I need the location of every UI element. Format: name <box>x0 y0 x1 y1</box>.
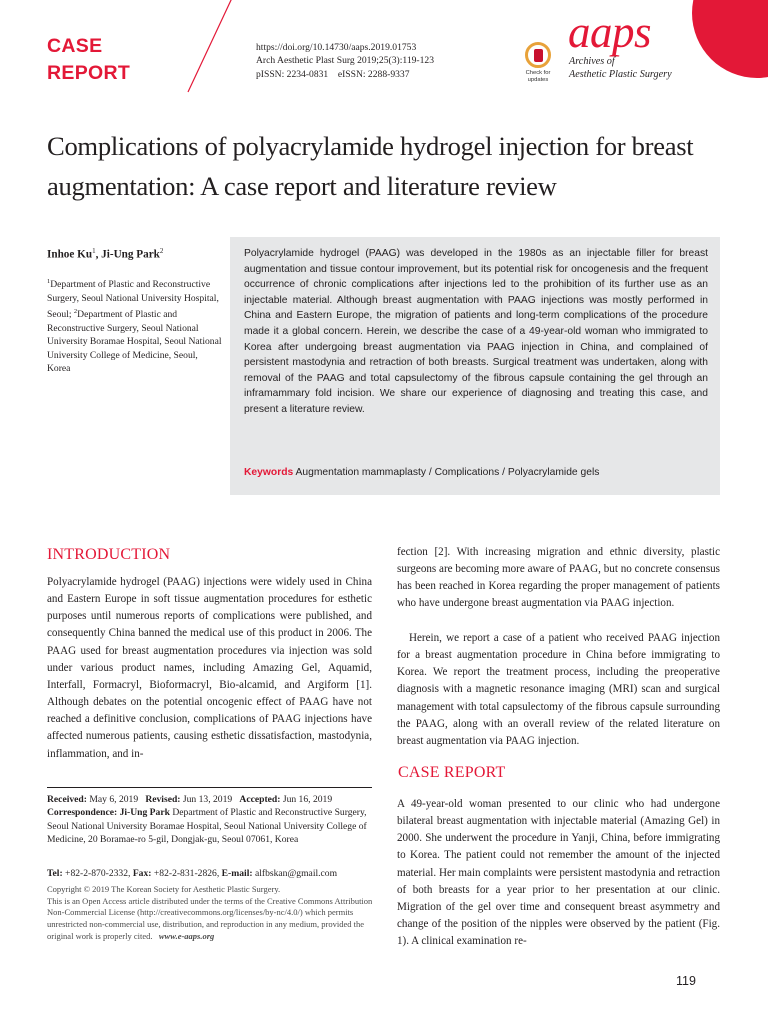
article-meta <box>256 41 434 81</box>
author-name: Ji-Ung Park <box>101 248 160 261</box>
correspondence: Correspondence: Ji-Ung Park Department of Plastic and Reconstructive Surgery, Seoul National University Boramae Hospital, Seoul National University College of Medicine, 20 Boramae-ro 5-gil, Dongjak-gu, Seoul 07061, Korea <box>47 807 367 845</box>
article-title: Complications of polyacrylamide hydrogel injection for breast augmentation: A case report and literature review <box>47 131 694 201</box>
license-text: This is an Open Access article distributed under the terms of the Creative Commons Attribution Non-Commercial License (http://creativecommons.org/licenses/by-nc/4.0/) which permits unrestricted non-commercial use, distribution, and reproduction in any medium, provided the original work is properly cited. <box>47 895 375 941</box>
keywords-label: Keywords <box>244 467 294 478</box>
journal-logo: aaps <box>568 7 652 57</box>
citation: Arch Aesthetic Plast Surg 2019;25(3):119-123 <box>256 55 434 67</box>
affiliations: $^1$Department of Plastic and Reconstructive Surgery, Seoul National University Hospital, Seoul; $^2$Department of Plastic and Reconstructive Surgery, Seoul National University Boramae Hospital, Seoul National University College of Medicine, Seoul, Korea <box>47 278 222 375</box>
crossmark-label: Check for updates <box>525 70 551 83</box>
author-name: Inhoe Ku <box>47 248 93 261</box>
keywords <box>244 465 714 480</box>
author-affiliation-mark: 1 <box>92 247 96 255</box>
case-report-paragraph: A 49-year-old woman presented to our clinic who had undergone bilateral breast augmentation with injectable material (Amazing Gel) in 2000. She underwent the procedure in Yanji, China, before immigrating to Korea. The patient could not remember the amount of the injected material. Her main complaints were persistent mastodynia and retraction of both breasts for a year prior to her presentation at our clinic. Migration of the gel over time and consequent breast asymmetry and change of the position of the nipples were observed by the patient (Fig. 1). A clinical examination re- <box>397 798 720 948</box>
case-report-heading: CASE REPORT <box>398 764 506 781</box>
introduction-heading: INTRODUCTION <box>47 546 171 563</box>
category-line-1: CASE <box>47 35 103 57</box>
affiliation-2: Department of Plastic and Reconstructive Surgery, Seoul National University Boramae Hospital, Seoul National University College of Medicine, Seoul, Korea <box>47 309 222 375</box>
correspondence-address: Department of Plastic and Reconstructive Surgery, Seoul National University Boramae Hospital, Seoul National University College of Medicine, 20 Boramae-ro 5-gil, Dongjak-gu, Seoul 07061, Korea <box>47 807 367 845</box>
affiliation-1: Department of Plastic and Reconstructive Surgery, Seoul National University Hospital, Seoul; <box>47 279 219 321</box>
footnote-divider <box>47 787 372 788</box>
contact-info: Tel: +82-2-870-2332, Fax: +82-2-831-2826, E-mail: alfbskan@gmail.com <box>47 868 338 879</box>
article-dates: Received: May 6, 2019 Revised: Jun 13, 2019 Accepted: Jun 16, 2019 <box>47 794 333 805</box>
introduction-paragraph-2: Herein, we report a case of a patient who received PAAG injection for a breast augmentation procedure in China before immigrating to Korea. We report the treatment process, including the preoperative diagnosis with a magnetic resonance imaging (MRI) scan and surgical management with total capsulectomy of the fibrous capsule surrounding the PAAG, along with an overall review of the related literature on breast augmentation via PAAG injection. <box>397 632 720 747</box>
introduction-paragraph: Polyacrylamide hydrogel (PAAG) injections were widely used in China and Eastern Europe in soft tissue augmentation procedures for esthetic purposes until numerous reports of complications were published, and consequently China banned the medical use of this product in 2006. The PAAG used for breast augmentation procedures via injection was sold under various product names, including Amazing Gel, Aquamid, Interfall, Formacryl, Bioformacryl, Bio-alcamid, and Argiform [1]. Although debates on the potential oncogenic effect of PAAG have not reached a definitive conclusion, complications of PAAG injections have affected numerous patients, causing esthetic dissatisfaction, mastodynia, inflammation, and in- <box>47 576 372 760</box>
author-affiliation-mark: 2 <box>159 247 164 255</box>
check-for-updates-badge[interactable] <box>521 42 555 88</box>
crossmark-icon <box>525 42 551 68</box>
journal-name: Archives of Aesthetic Plastic Surgery <box>569 56 672 80</box>
author-list: Inhoe Ku$^1$, Ji-Ung Park$^2$ <box>47 247 164 261</box>
correspondence-name: Ji-Ung Park <box>117 807 170 818</box>
doi-link[interactable]: https://doi.org/10.14730/aaps.2019.01753 <box>256 42 417 53</box>
copyright-notice: Copyright © 2019 The Korean Society for Aesthetic Plastic Surgery. This is an Open Access article distributed under the terms of the Creative Commons Attribution Non-Commercial License (http://creativecommons.org/licenses/by-nc/4.0/) which permits unrestricted non-commercial use, distribution, and reproduction in any medium, provided the original work is properly cited. www.e-aaps.org <box>47 884 375 941</box>
issn: pISSN: 2234-0831 eISSN: 2288-9337 <box>256 68 410 80</box>
keywords-list: Augmentation mammaplasty / Complications / Polyacrylamide gels <box>295 467 600 478</box>
abstract-text: Polyacrylamide hydrogel (PAAG) was developed in the 1980s as an injectable filler for breast augmentation and tissue contour improvement, but its potential risk for oncogenesis and the frequent occurrence of chronic complications after injections led to the prohibition of its further use as an injectable material. Although breast augmentation with PAAG injections was mostly performed in China and Eastern Europe, the migration of patients and long-term complications of the procedure made it a global concern. Herein, we describe the case of a 49-year-old woman who immigrated to Korea after undergoing breast augmentation via PAAG injection in China, and complained of persistent mastodynia and retraction of both breasts. Surgical treatment was undertaken, along with removal of the PAAG and total capsulectomy of the fibrous capsule containing the gel through an inframammary fold incision. We share our experience of diagnosing and treating this case, and present a literature review. <box>244 248 708 415</box>
email-link[interactable]: alfbskan@gmail.com <box>252 868 338 879</box>
category-line-2: REPORT <box>47 62 131 84</box>
article-category <box>47 33 130 87</box>
page-number: 119 <box>676 974 696 988</box>
introduction-paragraph-continued: fection [2]. With increasing migration and ethnic diversity, plastic surgeons are becoming more aware of PAAG, but no concrete consensus has been reached in Korea regarding the proper management of patients who have undergone breast augmentation via PAAG injection. <box>397 546 720 610</box>
journal-website-link[interactable]: www.e-aaps.org <box>158 930 215 941</box>
